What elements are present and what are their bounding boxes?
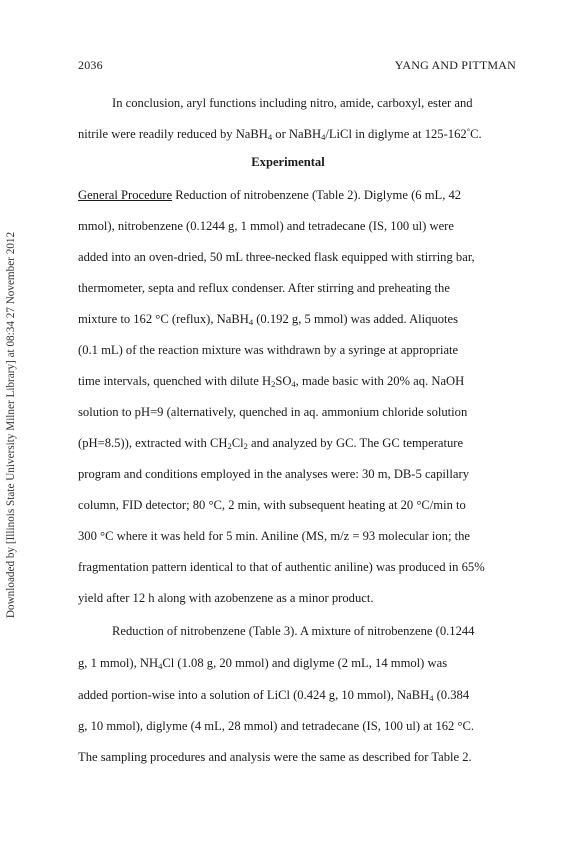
general-line-14: yield after 12 h along with azobenzene as a minor product. <box>78 591 374 605</box>
general-line-11: column, FID detector; 80 °C, 2 min, with subsequent heating at 20 °C/min to <box>78 498 466 512</box>
download-watermark-text: Downloaded by [Illinois State University Milner Library] at 08:34 27 November 2012 <box>5 231 17 619</box>
general-line-5: mixture to 162 °C (reflux), NaBH$_4$ (0.192 g, 5 mmol) was added. Aliquotes <box>78 312 459 327</box>
running-head: YANG AND PITTMAN <box>394 58 516 72</box>
general-line-8: solution to pH=9 (alternatively, quenched in aq. ammonium chloride solution <box>78 405 468 419</box>
table3-line-1: Reduction of nitrobenzene (Table 3). A mixture of nitrobenzene (0.1244 <box>112 624 475 638</box>
general-line-6: (0.1 mL) of the reaction mixture was withdrawn by a syringe at appropriate <box>78 343 459 357</box>
general-line-4: thermometer, septa and reflux condenser. After stirring and preheating the <box>78 281 450 295</box>
general-line-10: program and conditions employed in the analyses were: 30 m, DB-5 capillary <box>78 467 470 481</box>
general-line-2: mmol), nitrobenzene (0.1244 g, 1 mmol) and tetradecane (IS, 100 ul) were <box>78 219 454 233</box>
general-line-13: fragmentation pattern identical to that of authentic aniline) was produced in 65% <box>78 560 485 574</box>
general-line-12: 300 °C where it was held for 5 min. Aniline (MS, m/z = 93 molecular ion; the <box>78 529 470 543</box>
table3-line-3: added portion-wise into a solution of LiCl (0.424 g, 10 mmol), NaBH$_4$ (0.384 <box>78 688 470 703</box>
page-number: 2036 <box>78 58 103 72</box>
general-line-7: time intervals, quenched with dilute $H_2SO_4$, made basic with 20% aq. NaOH <box>78 374 465 389</box>
table3-line-4: g, 10 mmol), diglyme (4 mL, 28 mmol) and tetradecane (IS, 100 ul) at 162 °C. <box>78 719 475 733</box>
general-procedure-heading: General Procedure <box>78 188 173 202</box>
section-heading-experimental: Experimental <box>251 155 325 169</box>
general-line-9: (pH=8.5)), extracted with $CH_2Cl_2$ and analyzed by GC. The GC temperature <box>78 436 464 451</box>
table3-line-5: The sampling procedures and analysis were the same as described for Table 2. <box>78 750 472 764</box>
general-line-1: General Procedure Reduction of nitrobenzene (Table 2). Diglyme (6 mL, 42 <box>78 188 462 202</box>
conclusion-line-2: nitrile were readily reduced by NaBH$_4$ or NaBH$_4$/LiCl in diglyme at 125-162°C. <box>78 126 482 142</box>
general-line-3: added into an oven-dried, 50 mL three-necked flask equipped with stirring bar, <box>78 250 475 264</box>
table3-line-2: g, 1 mmol), $NH_4Cl$ (1.08 g, 20 mmol) and diglyme (2 mL, 14 mmol) was <box>78 656 448 671</box>
conclusion-line-1: In conclusion, aryl functions including nitro, amide, carboxyl, ester and <box>112 96 473 110</box>
download-watermark <box>3 190 19 660</box>
